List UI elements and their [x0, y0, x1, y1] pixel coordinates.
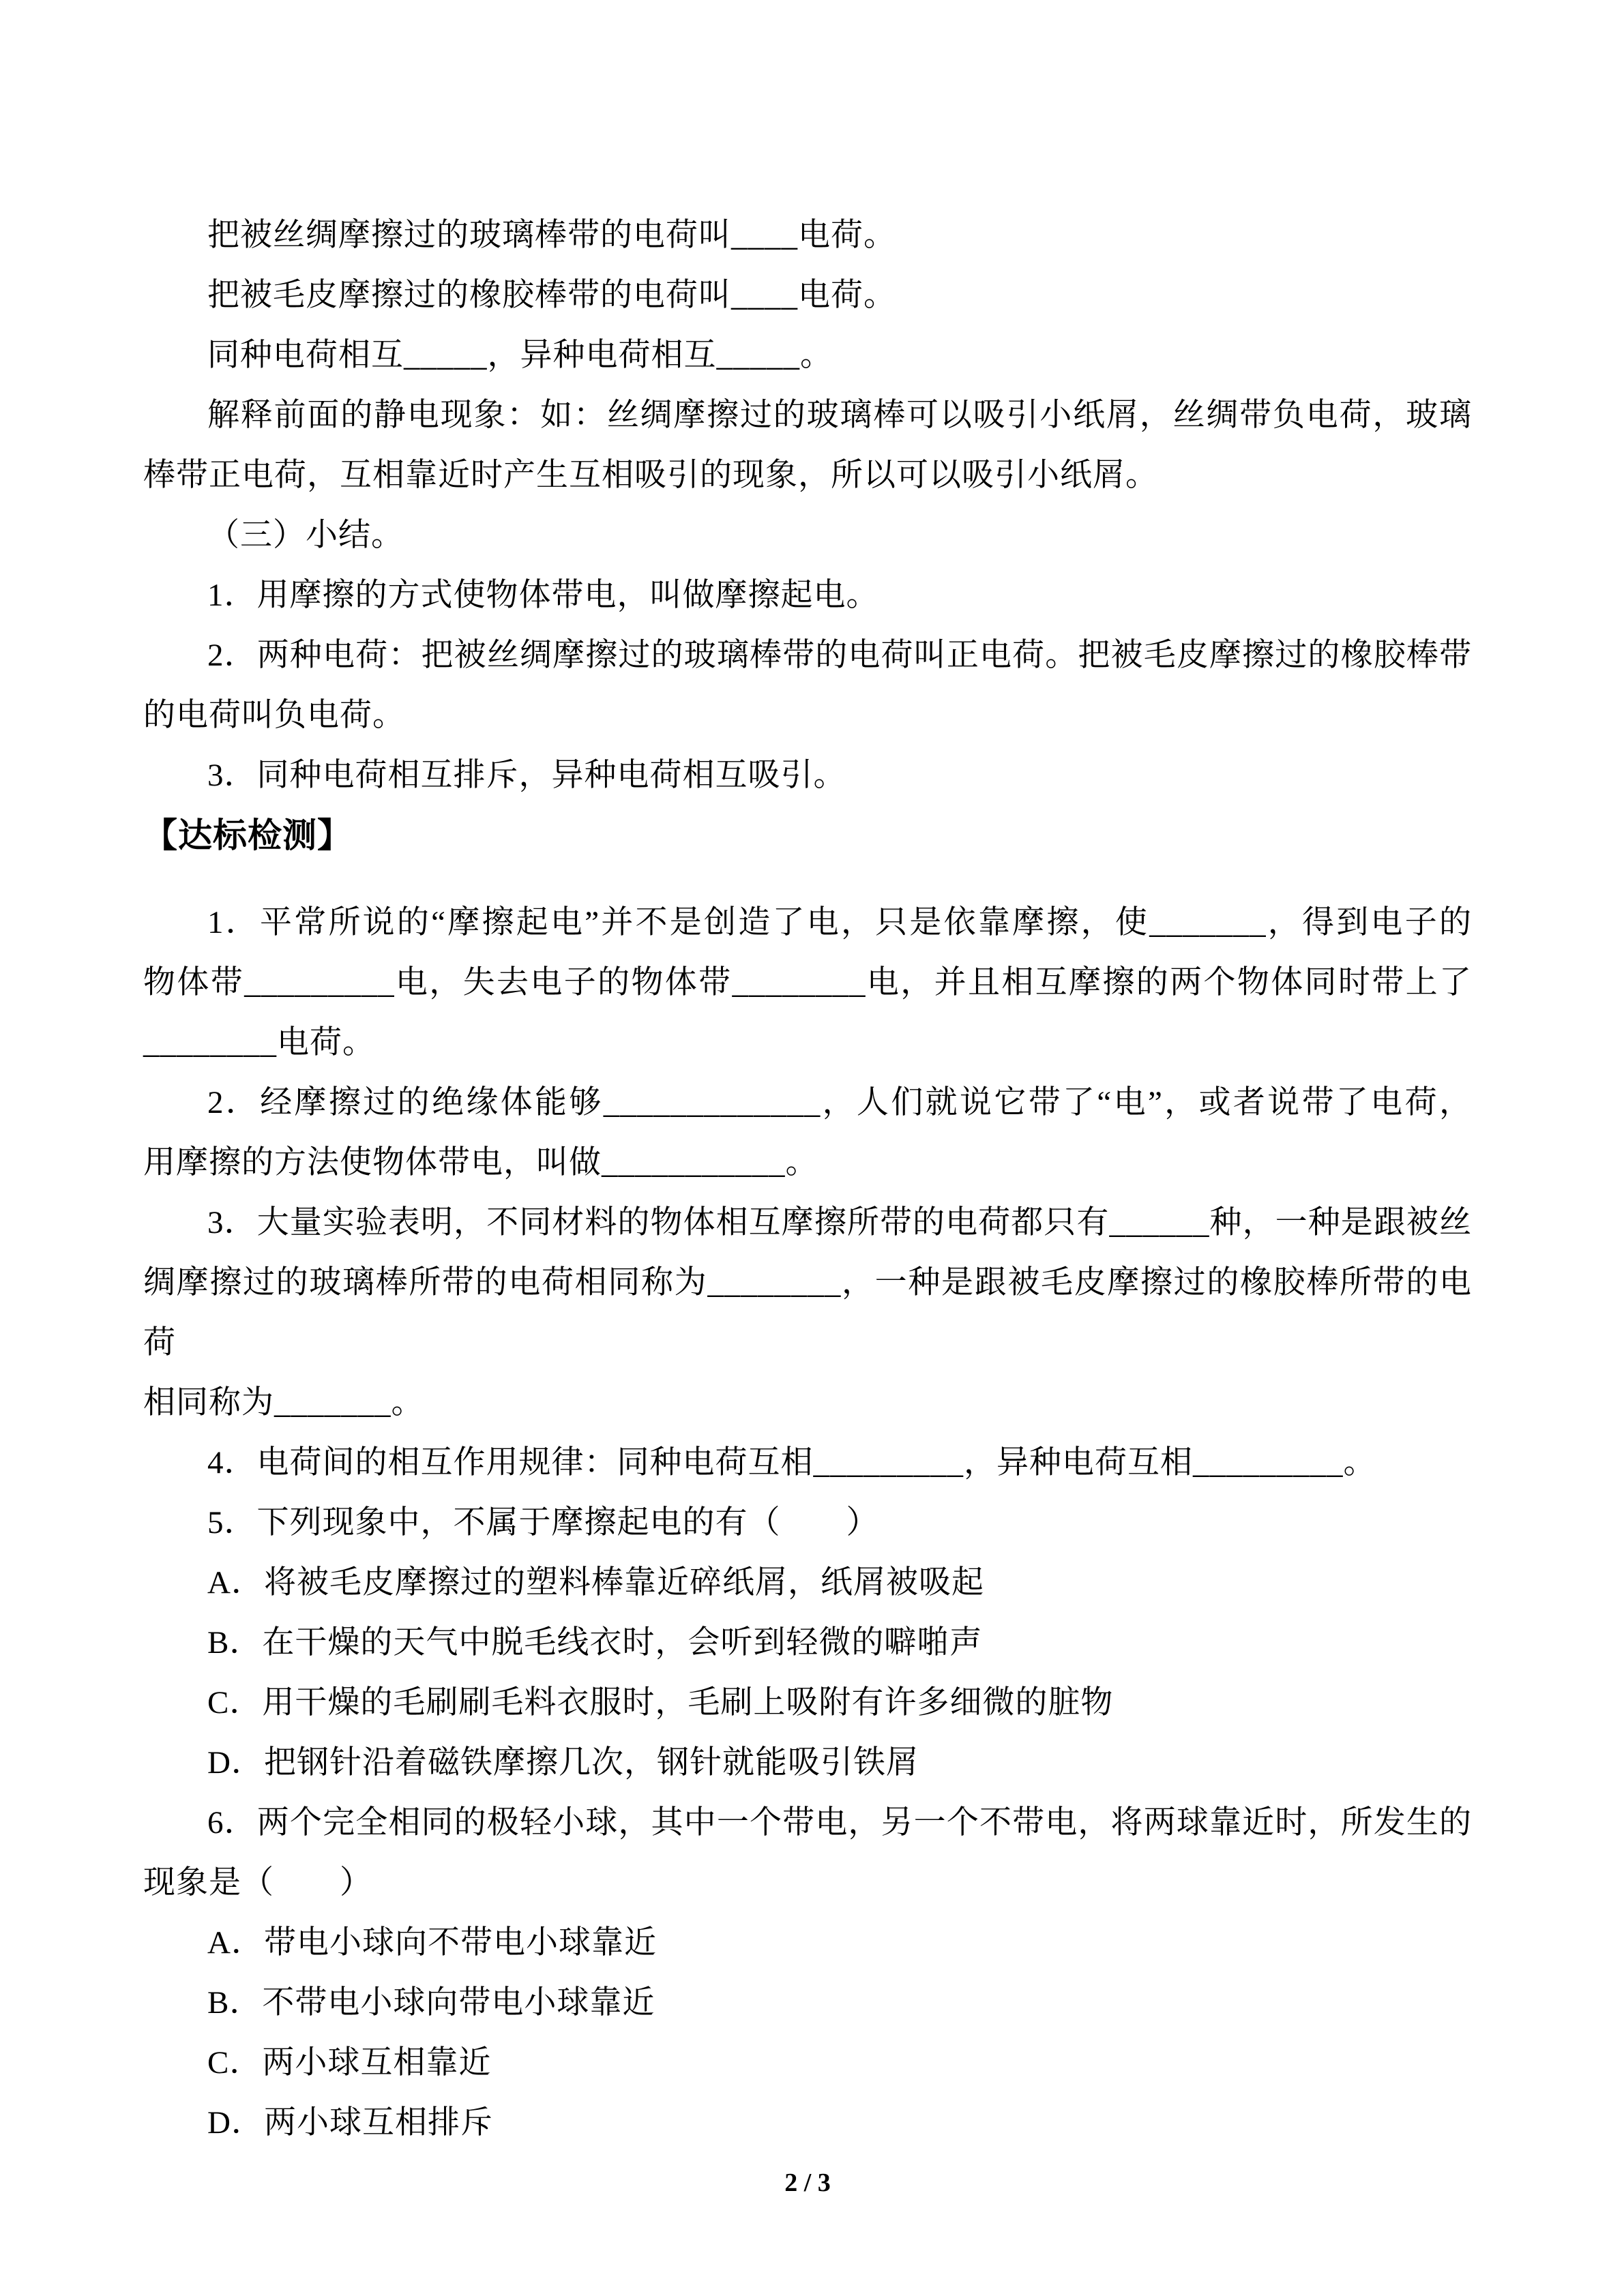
text-line-q5: 5．下列现象中，不属于摩擦起电的有（ ） — [207, 1505, 879, 1540]
text-line-q5-option-b: B．在干燥的天气中脱毛线衣时，会听到轻微的噼啪声 — [207, 1625, 983, 1660]
text-line-q4: 4．电荷间的相互作用规律：同种电荷互相_________，异种电荷互相_________。 — [207, 1445, 1376, 1480]
text-line-q3a: 3．大量实验表明，不同材料的物体相互摩擦所带的电荷都只有______种，一种是跟被丝 — [207, 1205, 1472, 1240]
text-line-q6-option-d: D．两小球互相排斥 — [207, 2105, 493, 2141]
text-line-q3b: 绸摩擦过的玻璃棒所带的电荷相同称为________，一种是跟被毛皮摩擦过的橡胶棒所带的电荷 — [143, 1265, 1472, 1360]
document-body — [143, 205, 1472, 2213]
text-line-q6-option-a: A．带电小球向不带电小球靠近 — [207, 1925, 657, 1960]
text-line-q6b: 现象是（ ） — [143, 1865, 372, 1900]
text-line-summary-3: 3．同种电荷相互排斥，异种电荷相互吸引。 — [207, 758, 846, 793]
text-line-summary-title: （三）小结。 — [207, 518, 404, 553]
text-line-q6-option-b: B．不带电小球向带电小球靠近 — [207, 1985, 655, 2021]
text-line-summary-2a: 2．两种电荷：把被丝绸摩擦过的玻璃棒带的电荷叫正电荷。把被毛皮摩擦过的橡胶棒带 — [207, 638, 1472, 673]
text-line-q2a: 2．经摩擦过的绝缘体能够_____________，人们就说它带了“电”，或者说带了电荷， — [207, 1085, 1472, 1120]
text-line-summary-2b: 的电荷叫负电荷。 — [143, 698, 405, 733]
text-line-q3c: 相同称为_______。 — [143, 1385, 424, 1420]
text-line-q2b: 用摩擦的方法使物体带电，叫做___________。 — [143, 1145, 818, 1180]
page-number: 2 / 3 — [784, 2168, 831, 2197]
text-line-q5-option-a: A．将被毛皮摩擦过的塑料棒靠近碎纸屑，纸屑被吸起 — [207, 1565, 984, 1600]
text-line-q5-option-c: C．用干燥的毛刷刷毛料衣服时，毛刷上吸附有许多细微的脏物 — [207, 1685, 1114, 1720]
text-line-explain-static-2: 棒带正电荷，互相靠近时产生互相吸引的现象，所以可以吸引小纸屑。 — [143, 458, 1158, 493]
text-line-q1b: 物体带_________电，失去电子的物体带________电，并且相互摩擦的两个物体同时带上了 — [143, 965, 1472, 1000]
text-line-rubber-rod-charge: 把被毛皮摩擦过的橡胶棒带的电荷叫____电荷。 — [207, 278, 896, 313]
text-line-explain-static-1: 解释前面的静电现象：如：丝绸摩擦过的玻璃棒可以吸引小纸屑，丝绸带负电荷，玻璃 — [207, 398, 1472, 433]
text-line-q1a: 1．平常所说的“摩擦起电”并不是创造了电，只是依靠摩擦，使_______，得到电子的 — [207, 905, 1472, 940]
text-line-glass-rod-charge: 把被丝绸摩擦过的玻璃棒带的电荷叫____电荷。 — [207, 218, 896, 253]
text-line-q6a: 6．两个完全相同的极轻小球，其中一个带电，另一个不带电，将两球靠近时，所发生的 — [207, 1805, 1472, 1840]
text-line-q1c: ________电荷。 — [143, 1025, 375, 1060]
text-line-q5-option-d: D．把钢针沿着磁铁摩擦几次，钢针就能吸引铁屑 — [207, 1745, 919, 1780]
text-line-like-unlike-charges: 同种电荷相互_____，异种电荷相互_____。 — [207, 338, 833, 373]
text-line-q6-option-c: C．两小球互相靠近 — [207, 2045, 492, 2081]
text-line-summary-1: 1．用摩擦的方式使物体带电，叫做摩擦起电。 — [207, 578, 879, 613]
section-heading-dabiao-jiance: 【达标检测】 — [143, 816, 352, 854]
